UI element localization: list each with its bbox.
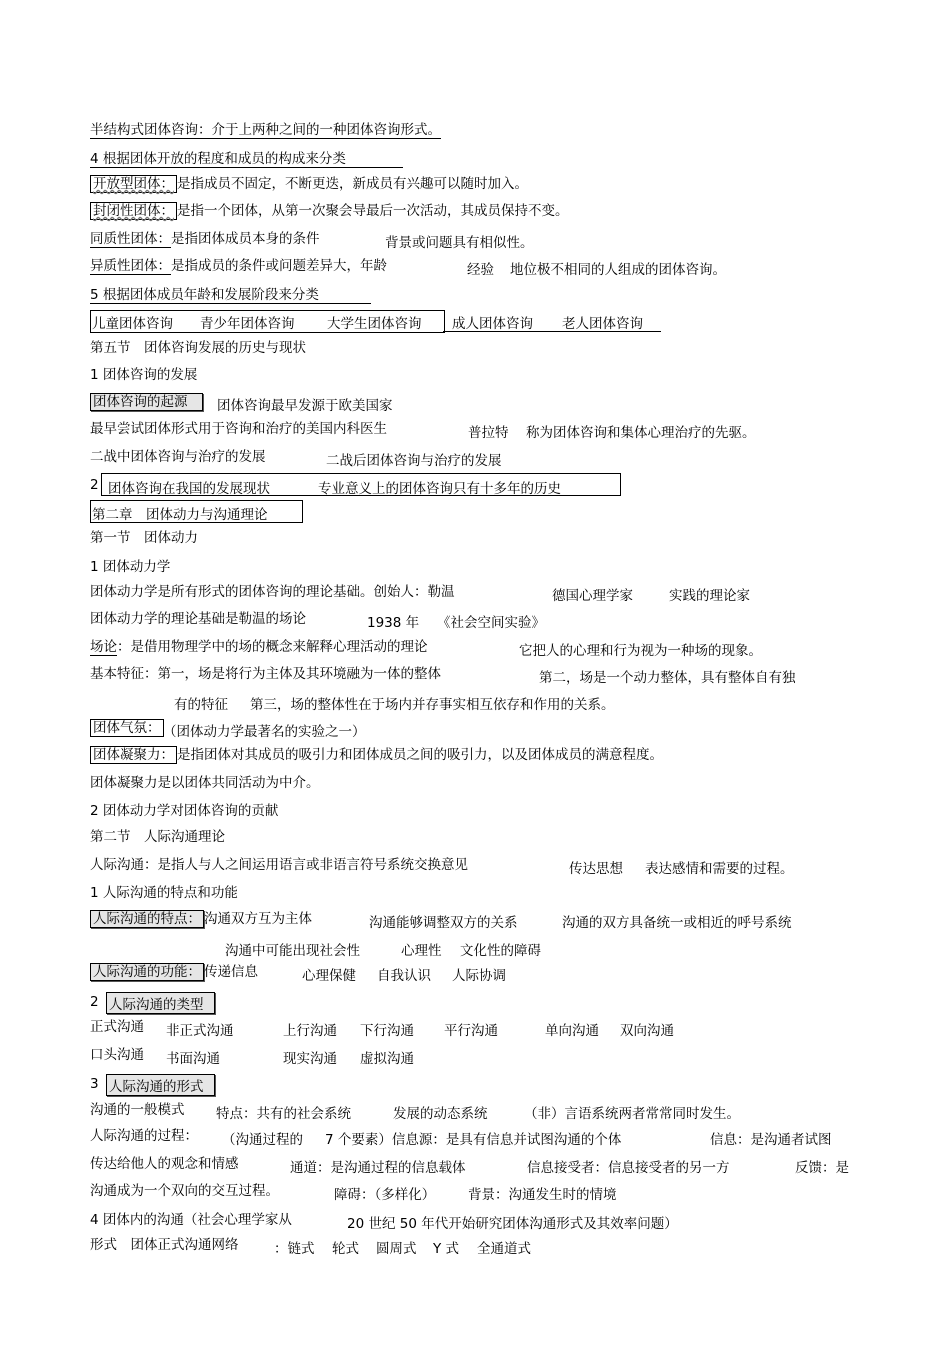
type-item: 非正式沟通 — [166, 1023, 234, 1039]
text-segment: 特点：共有的社会系统 — [216, 1106, 351, 1122]
text-segment: 形式 团体正式沟通网络 — [90, 1237, 239, 1253]
text-line — [90, 1183, 279, 1200]
text-segment: （沟通过程的 — [222, 1132, 303, 1148]
text-line — [90, 747, 663, 764]
text-line — [90, 1212, 292, 1229]
text-segment: 有的特征 — [174, 697, 228, 713]
category-item: 老人团体咨询 — [562, 316, 643, 332]
text-segment: 称为团体咨询和集体心理治疗的先驱。 — [526, 425, 756, 441]
subheading — [90, 885, 238, 902]
text-segment: ：链式 — [274, 1241, 315, 1257]
definition-text: 是指团体成员本身的条件 — [171, 231, 320, 247]
type-item: 书面沟通 — [166, 1051, 220, 1067]
section-title — [90, 340, 306, 357]
text-line — [90, 1156, 239, 1173]
text-line — [90, 639, 428, 656]
subheading — [90, 559, 170, 576]
definition-text: 是指成员的条件或问题差异大，年龄 — [171, 258, 387, 274]
definition-text: 团体咨询最早发源于欧美国家 — [217, 398, 393, 414]
section-title-text: 第一节 团体动力 — [90, 530, 198, 546]
text-segment: 专业意义上的团体咨询只有十多年的历史 — [318, 481, 561, 497]
text-segment: （团体动力学最著名的实验之一） — [163, 724, 366, 740]
number-label: 2 — [90, 994, 99, 1010]
text-segment: 传递信息 — [204, 964, 258, 980]
text-segment: 传达思想 — [569, 861, 623, 877]
text-segment: 实践的理论家 — [669, 588, 750, 604]
text-segment: 通道：是沟通过程的信息载体 — [290, 1160, 466, 1176]
heading-text: 4 根据团体开放的程度和成员的构成来分类 — [90, 151, 346, 167]
text-line — [90, 584, 455, 601]
subheading-text: 2 团体动力学对团体咨询的贡献 — [90, 803, 279, 819]
definition-text: 地位极不相同的人组成的团体咨询。 — [510, 262, 726, 278]
text-segment: 德国心理学家 — [552, 588, 633, 604]
text-segment: 表达感情和需要的过程。 — [645, 861, 794, 877]
type-item: 正式沟通 — [90, 1019, 144, 1035]
text-segment: 第二，场是一个动力整体，具有整体自有独 — [539, 670, 796, 686]
type-item: 上行沟通 — [283, 1023, 337, 1039]
subheading-text: 1 团体动力学 — [90, 559, 171, 575]
definition-text: 背景或问题具有相似性。 — [385, 235, 534, 251]
text-segment: 心理性 — [401, 943, 442, 959]
text-segment: 反馈：是 — [795, 1160, 849, 1176]
definition-text: 经验 — [467, 262, 494, 278]
text-line — [90, 720, 164, 737]
text-line — [90, 176, 528, 193]
text-segment: 人际沟通：是指人与人之间运用语言或非语言符号系统交换意见 — [90, 857, 468, 873]
text-line — [90, 258, 387, 275]
text-line — [90, 964, 258, 981]
text-segment: 它把人的心理和行为视为一种场的现象。 — [519, 643, 762, 659]
text-segment: 20 世纪 50 年代开始研究团体沟通形式及其效率问题） — [347, 1216, 678, 1232]
text-segment: 普拉特 — [468, 425, 509, 441]
text-segment: 基本特征：第一，场是将行为主体及其环境融为一体的整体 — [90, 666, 441, 682]
text-segment: 信息：是沟通者试图 — [710, 1132, 832, 1148]
section-heading — [90, 287, 319, 304]
text-line — [90, 1102, 185, 1119]
text-segment: 人际沟通的过程： — [90, 1128, 198, 1144]
term-underlined: 同质性团体： — [90, 231, 171, 247]
text-segment: 背景：沟通发生时的情境 — [468, 1187, 617, 1203]
definition-text: 是指成员不固定，不断更迭，新成员有兴趣可以随时加入。 — [177, 176, 528, 192]
text-line — [90, 394, 203, 411]
category-item: 大学生团体咨询 — [327, 316, 422, 332]
type-item: 现实沟通 — [283, 1051, 337, 1067]
text-segment: 团体凝聚力是以团体共同活动为中介。 — [90, 775, 320, 791]
heading-text: 5 根据团体成员年龄和发展阶段来分类 — [90, 287, 319, 303]
category-item: 成人团体咨询 — [452, 316, 533, 332]
text-segment: 沟通中可能出现社会性 — [225, 943, 360, 959]
text-line — [90, 1047, 144, 1064]
text-line — [90, 611, 306, 628]
subheading — [90, 803, 278, 820]
category-item: 青少年团体咨询 — [200, 316, 295, 332]
text-segment: 心理保健 — [302, 968, 356, 984]
type-item: 双向沟通 — [620, 1023, 674, 1039]
text-segment: 7 个要素）信息源：是具有信息并试图沟通的个体 — [325, 1132, 622, 1148]
subheading — [90, 367, 197, 384]
text-segment: 最早尝试团体形式用于咨询和治疗的美国内科医生 — [90, 421, 387, 437]
text-segment: 沟通的双方具备统一或相近的呼号系统 — [562, 915, 792, 931]
heading-underline — [90, 167, 403, 168]
section-title — [90, 829, 225, 846]
section-title — [90, 530, 198, 547]
text-line — [90, 1019, 144, 1036]
chapter-title: 第二章 团体动力与沟通理论 — [92, 507, 268, 523]
text-line — [90, 231, 320, 248]
text-line — [90, 1237, 239, 1254]
text-line — [90, 857, 468, 874]
text-segment: 沟通双方互为主体 — [204, 911, 312, 927]
text-segment: 文化性的障碍 — [460, 943, 541, 959]
section-heading — [90, 151, 346, 168]
text-segment: 人际协调 — [452, 968, 506, 984]
text-line — [90, 449, 266, 466]
subheading-gray-box: 人际沟通的类型 — [106, 992, 215, 1014]
number-label: 3 — [90, 1076, 99, 1092]
text-segment: 沟通能够调整双方的关系 — [369, 915, 518, 931]
definition-text: 是指团体对其成员的吸引力和团体成员之间的吸引力，以及团体成员的满意程度。 — [177, 747, 663, 763]
text-segment: 第三，场的整体性在于场内并存事实相互依存和作用的关系。 — [250, 697, 615, 713]
text-line — [90, 911, 312, 928]
text-segment: 二战后团体咨询与治疗的发展 — [326, 453, 502, 469]
term-box: 封闭性团体： — [90, 202, 177, 220]
type-item: 平行沟通 — [444, 1023, 498, 1039]
text-segment: 圆周式 — [376, 1241, 417, 1257]
text-segment: Y 式 — [433, 1241, 460, 1257]
term-gray-box: 人际沟通的功能： — [90, 963, 204, 981]
text-segment: 团体咨询在我国的发展现状 — [108, 481, 270, 497]
text-line — [90, 1128, 198, 1145]
heading-underline — [90, 303, 371, 304]
term-box: 团体凝聚力： — [90, 746, 177, 764]
term-underlined: 异质性团体： — [90, 258, 171, 274]
text-line — [90, 775, 320, 792]
term-gray-box: 人际沟通的特点： — [90, 910, 204, 928]
text-line — [90, 421, 387, 438]
section-title-text: 第二节 人际沟通理论 — [90, 829, 225, 845]
term-box: 团体气氛： — [90, 719, 164, 737]
text-segment: 沟通的一般模式 — [90, 1102, 185, 1118]
text-segment: 团体动力学的理论基础是勒温的场论 — [90, 611, 306, 627]
text-segment: 《社会空间实验》 — [437, 615, 545, 631]
subheading-text: 1 人际沟通的特点和功能 — [90, 885, 238, 901]
text-line — [90, 203, 569, 220]
term-gray-box: 团体咨询的起源 — [90, 393, 203, 411]
type-item: 单向沟通 — [545, 1023, 599, 1039]
text-segment: 传达给他人的观念和情感 — [90, 1156, 239, 1172]
type-item: 口头沟通 — [90, 1047, 144, 1063]
text-segment: 障碍：（多样化） — [334, 1187, 436, 1203]
text-line — [90, 122, 441, 139]
category-item: 儿童团体咨询 — [92, 316, 173, 332]
text-segment: 自我认识 — [377, 968, 431, 984]
term-box: 开放型团体： — [90, 175, 177, 193]
text-segment: 团体动力学是所有形式的团体咨询的理论基础。创始人：勒温 — [90, 584, 455, 600]
text-segment: 4 团体内的沟通（社会心理学家从 — [90, 1212, 292, 1228]
text-segment: ：是借用物理学中的场的概念来解释心理活动的理论 — [117, 639, 428, 655]
subheading-gray-box: 人际沟通的形式 — [106, 1074, 215, 1096]
subheading-text: 1 团体咨询的发展 — [90, 367, 198, 383]
text-segment: 信息接受者：信息接受者的另一方 — [527, 1160, 730, 1176]
definition-text: 是指一个团体，从第一次聚会导最后一次活动，其成员保持不变。 — [177, 203, 569, 219]
type-item: 虚拟沟通 — [360, 1051, 414, 1067]
text-segment: 全通道式 — [477, 1241, 531, 1257]
text-segment: 轮式 — [332, 1241, 359, 1257]
section-title-text: 第五节 团体咨询发展的历史与现状 — [90, 340, 306, 356]
text-line — [90, 666, 441, 683]
text-segment: 1938 年 — [367, 615, 420, 631]
text-segment: 发展的动态系统 — [393, 1106, 488, 1122]
number-label: 2 — [90, 477, 99, 493]
semi-structured-definition: 半结构式团体咨询：介于上两种之间的一种团体咨询形式。 — [90, 122, 441, 138]
type-item: 下行沟通 — [360, 1023, 414, 1039]
text-segment: （非）言语系统两者常常同时发生。 — [524, 1106, 740, 1122]
text-segment: 沟通成为一个双向的交互过程。 — [90, 1183, 279, 1199]
text-segment: 二战中团体咨询与治疗的发展 — [90, 449, 266, 465]
term-underlined: 场论 — [90, 639, 117, 655]
